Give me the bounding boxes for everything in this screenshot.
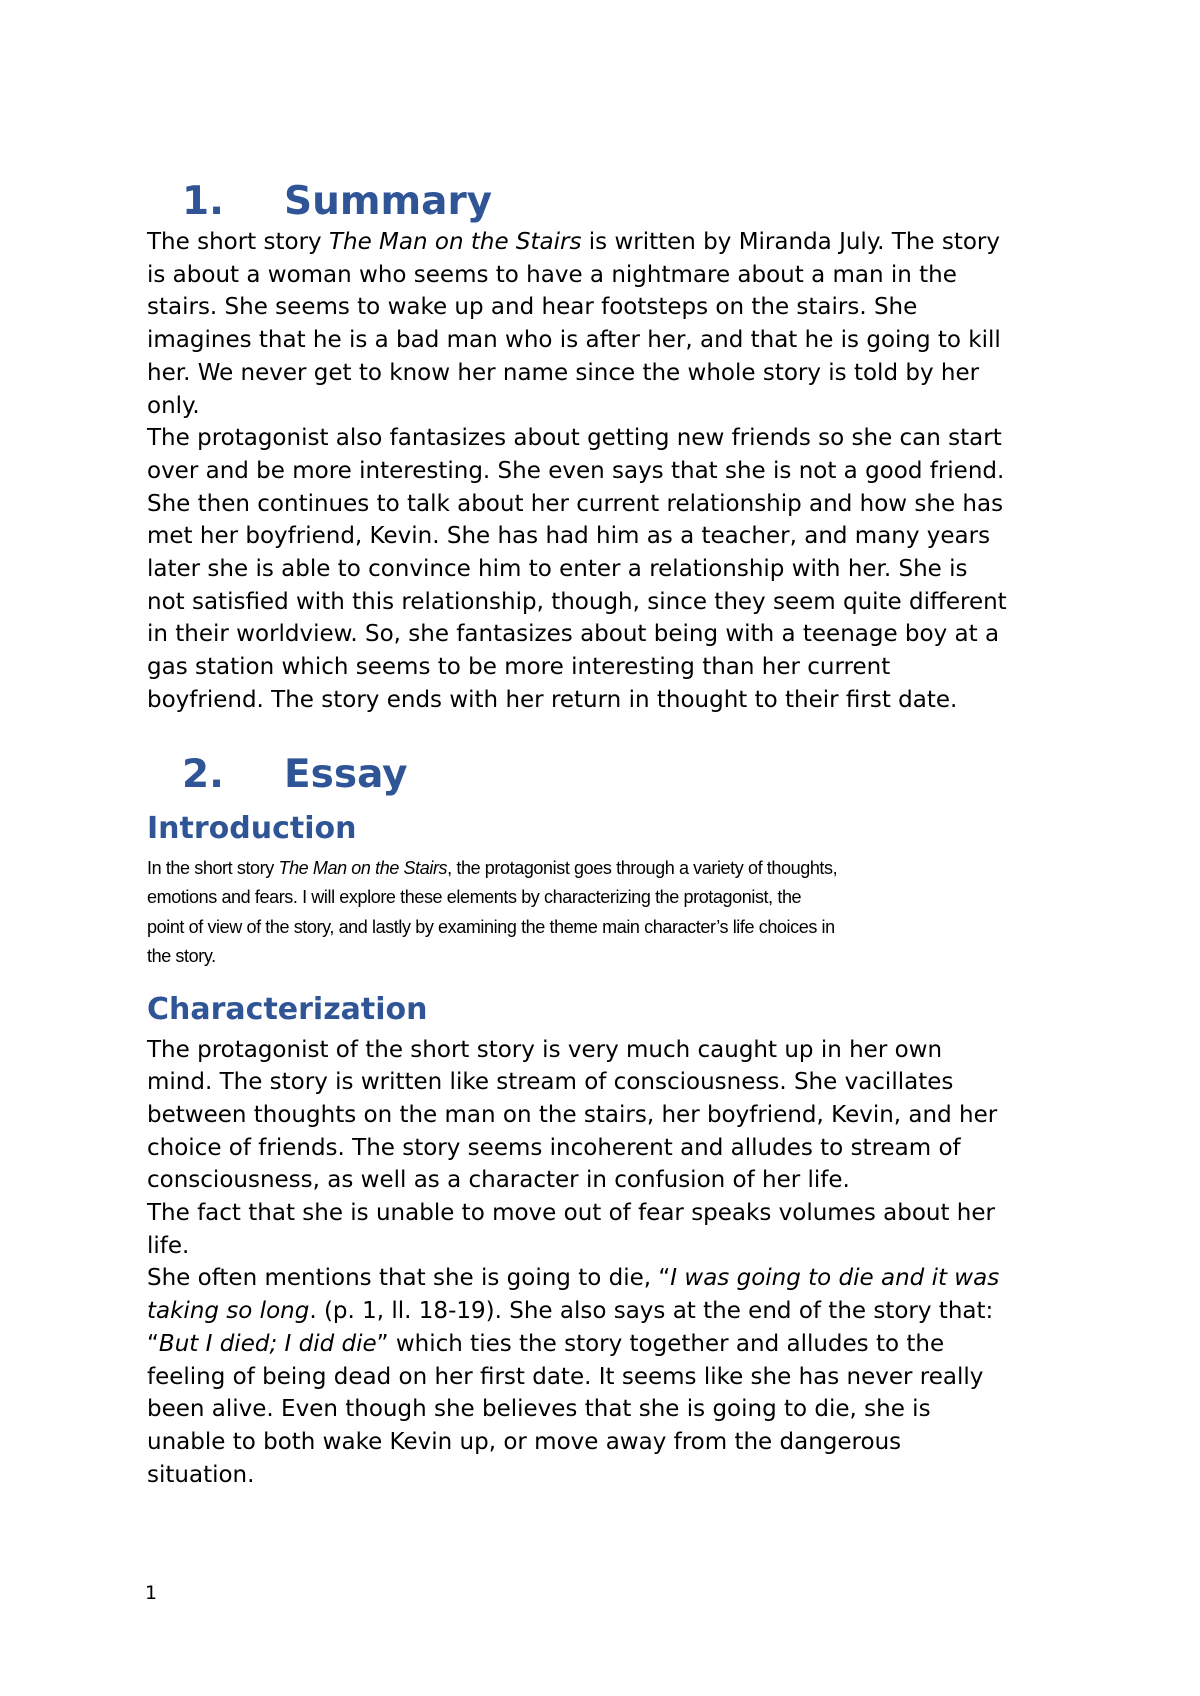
summary-heading-number: 1.: [182, 179, 224, 224]
page-number: 1: [145, 1582, 158, 1604]
characterization-line: between thoughts on the man on the stairs, her boyfriend, Kevin, and her: [147, 1101, 998, 1128]
essay-heading: [147, 751, 1067, 799]
summary-heading-title: Summary: [284, 179, 493, 224]
summary-line: over and be more interesting. She even says that she is not a good friend.: [147, 457, 1005, 484]
summary-line: later she is able to convince him to enter a relationship with her. She is: [147, 556, 968, 583]
story-title-italic: The Man on the Stairs: [278, 857, 448, 878]
summary-heading: [147, 178, 1067, 226]
characterization-line: She often mentions that she is going to die, “I was going to die and it was: [147, 1265, 1000, 1292]
introduction-line: emotions and fears. I will explore these elements by characterizing the protagonist, the: [147, 887, 802, 908]
characterization-line: “But I died; I did die” which ties the story together and alludes to the: [147, 1330, 945, 1357]
characterization-line: consciousness, as well as a character in confusion of her life.: [147, 1167, 850, 1194]
summary-line: boyfriend. The story ends with her return in thought to their first date.: [147, 686, 958, 713]
summary-line: met her boyfriend, Kevin. She has had him as a teacher, and many years: [147, 523, 991, 550]
summary-line: her. We never get to know her name since the whole story is told by her: [147, 359, 980, 386]
summary-line: She then continues to talk about her current relationship and how she has: [147, 490, 1004, 517]
characterization-line: The fact that she is unable to move out of fear speaks volumes about her: [147, 1200, 995, 1227]
quote-italic: But I died; I did die: [158, 1330, 377, 1357]
characterization-line: unable to both wake Kevin up, or move away from the dangerous: [147, 1428, 902, 1455]
characterization-line: mind. The story is written like stream of consciousness. She vacillates: [147, 1069, 954, 1096]
summary-line: in their worldview. So, she fantasizes about being with a teenage boy at a: [147, 621, 1000, 648]
summary-line: stairs. She seems to wake up and hear footsteps on the stairs. She: [147, 294, 918, 321]
characterization-line: life.: [147, 1232, 190, 1259]
quote-italic: taking so long: [147, 1298, 310, 1325]
summary-line: is about a woman who seems to have a nightmare about a man in the: [147, 261, 957, 288]
document-content: [147, 178, 1067, 1491]
characterization-line: feeling of being dead on her first date. It seems like she has never really: [147, 1363, 984, 1390]
characterization-paragraph-2: [147, 1197, 1067, 1262]
characterization-paragraph-3: [147, 1262, 1067, 1491]
summary-line: only.: [147, 392, 200, 419]
story-title-italic: The Man on the Stairs: [328, 229, 582, 255]
characterization-heading: Characterization: [147, 991, 428, 1027]
characterization-line: choice of friends. The story seems incoherent and alludes to stream of: [147, 1134, 961, 1161]
essay-heading-number: 2.: [182, 751, 224, 797]
introduction-line: In the short story The Man on the Stairs, the protagonist goes through a variety of thoughts,: [147, 857, 838, 878]
summary-line: gas station which seems to be more interesting than her current: [147, 654, 891, 681]
summary-line: not satisfied with this relationship, though, since they seem quite different: [147, 588, 1007, 615]
characterization-paragraph-1: [147, 1034, 1067, 1198]
introduction-paragraph: [147, 854, 1067, 972]
introduction-line: the story.: [147, 946, 216, 967]
characterization-line: situation.: [147, 1461, 255, 1488]
summary-line: The protagonist also fantasizes about getting new friends so she can start: [147, 425, 1002, 452]
summary-paragraph-2: [147, 422, 1067, 716]
introduction-line: point of view of the story, and lastly by examining the theme main character’s life choices in: [147, 916, 835, 937]
essay-heading-title: Essay: [284, 751, 408, 797]
characterization-line: The protagonist of the short story is very much caught up in her own: [147, 1036, 943, 1063]
quote-italic: I was going to die and it was: [670, 1265, 1000, 1292]
characterization-line: been alive. Even though she believes that she is going to die, she is: [147, 1396, 931, 1423]
summary-paragraph-1: [147, 226, 1067, 422]
summary-line: The short story The Man on the Stairs is written by Miranda July. The story: [147, 229, 1001, 255]
characterization-line: taking so long. (p. 1, ll. 18-19). She also says at the end of the story that:: [147, 1298, 994, 1325]
introduction-heading: Introduction: [147, 810, 357, 846]
summary-line: imagines that he is a bad man who is after her, and that he is going to kill: [147, 327, 1001, 354]
